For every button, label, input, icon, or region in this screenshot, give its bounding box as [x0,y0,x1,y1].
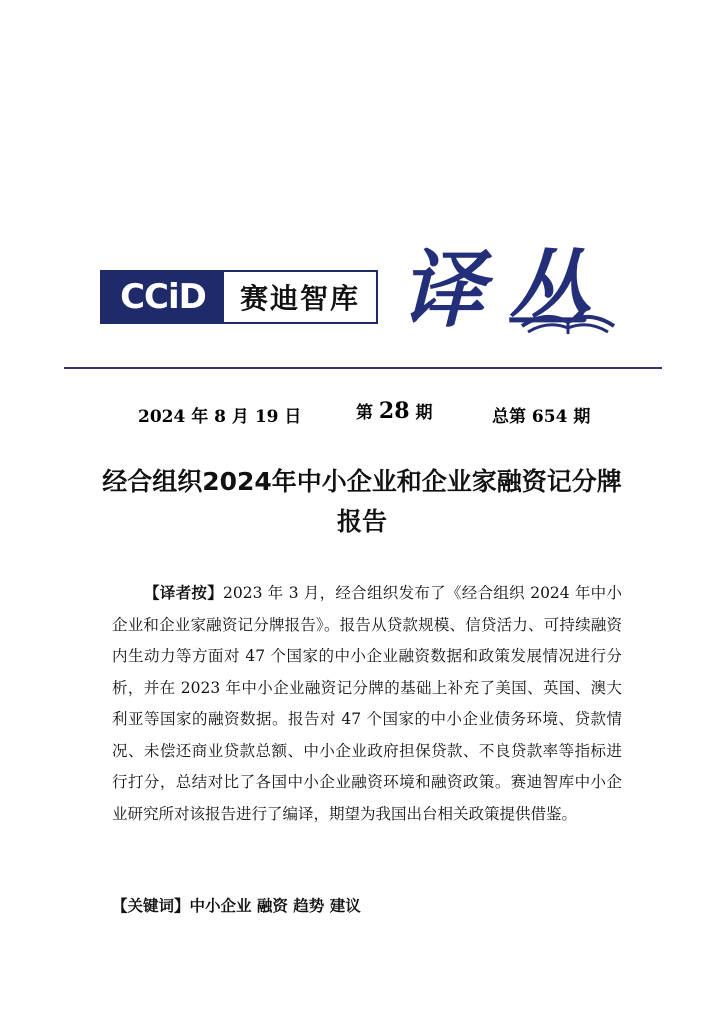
translator-note-label: 【译者按】 [144,584,223,602]
ccid-logo-mark [102,272,224,322]
publication-title-text: 译丛 [400,240,613,339]
keywords-list: 中小企业 融资 趋势 建议 [189,897,361,915]
document-title: 经合组织2024年中小企业和企业家融资记分牌报告 [102,467,622,536]
ccid-logo-name-text: 赛迪智库 [239,282,360,315]
ccid-logo [100,270,378,324]
issue-number-value: 28 [378,398,410,424]
keywords-label: 【关键词】 [112,897,190,915]
masthead-divider [64,367,662,369]
issue-line [0,398,724,428]
ccid-logo-name [224,272,376,322]
translator-note-text: 2023 年 3 月，经合组织发布了《经合组织 2024 年中小企业和企业家融资记分牌报告》。报告从贷款规模、信贷活力、可持续融资内生动力等方面对 47 个国家的中小企业融资数据和政策发展情况进行分析，并在 2023 年中小企业融资记分牌的基础上补充了美国、英国、澳大利亚等国家的融资数据。报告对 47 个国家的中小企业债务环境、贷款情况、未偿还商业贷款总额、中小企业政府担保贷款、不良贷款率等指标进行打分，总结对比了各国中小企业融资环境和融资政策。赛迪智库中小企业研究所对该报告进行了编译，期望为我国出台相关政策提供借鉴。 [112,584,622,823]
translator-note [112,578,622,830]
ccid-logo-text: CCiD [120,277,206,317]
issue-total: 总第 654 期 [492,407,591,427]
keywords [112,893,622,919]
issue-number-suffix: 期 [415,403,433,423]
issue-date: 2024 年 8 月 19 日 [138,407,302,427]
issue-number-prefix: 第 [356,403,373,423]
issue-number [356,398,432,424]
publication-title [400,238,630,348]
open-book-icon [518,296,618,336]
